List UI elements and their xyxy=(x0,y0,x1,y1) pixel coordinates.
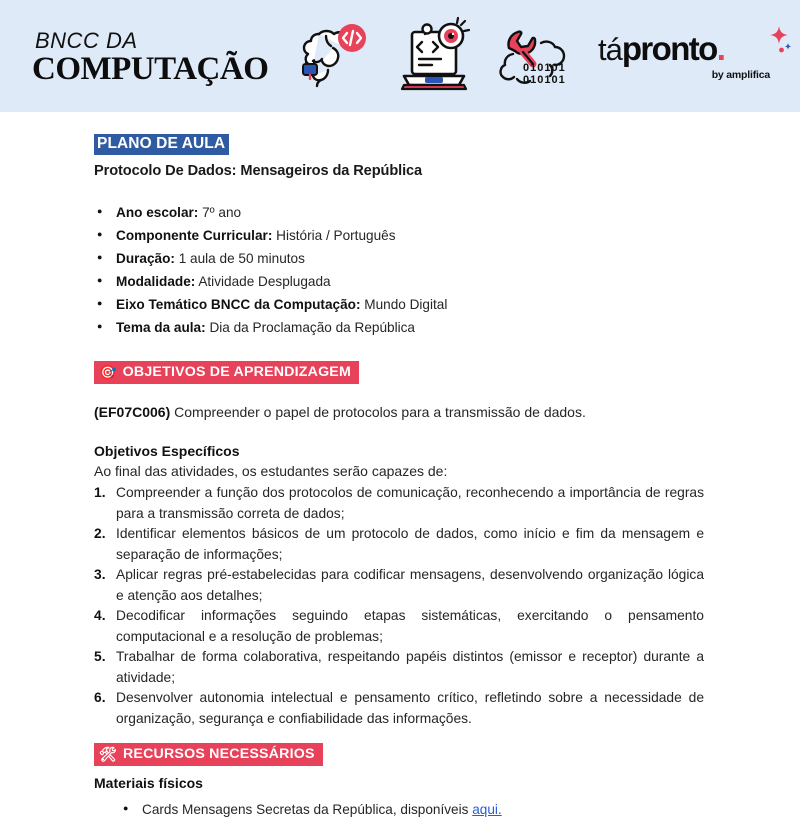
list-item: Identificar elementos básicos de um protocolo de dados, como início e fim da mensagem e separação de informações; xyxy=(116,526,704,562)
meta-label: Ano escolar: xyxy=(116,205,199,220)
hammer-and-wrench-icon: 🛠 xyxy=(99,746,117,762)
tapronto-sub: by amplifica xyxy=(711,69,770,81)
objetivos-section-banner xyxy=(94,361,359,384)
meta-value: 7º ano xyxy=(202,205,242,220)
list-item xyxy=(94,247,704,270)
meta-value: 1 aula de 50 minutos xyxy=(178,251,305,266)
wrench-binary-icon xyxy=(495,18,573,94)
plano-de-aula-label: PLANO DE AULA xyxy=(94,134,229,155)
laptop-eye-code-icon xyxy=(395,18,473,94)
list-item: Trabalhar de forma colaborativa, respeitando papéis distintos (emissor e receptor) durante a atividade; xyxy=(116,649,704,685)
lesson-meta-list xyxy=(94,201,704,339)
meta-value: Atividade Desplugada xyxy=(198,274,331,289)
recursos-banner-label: RECURSOS NECESSÁRIOS xyxy=(122,746,315,762)
svg-text:010101: 010101 xyxy=(523,62,566,74)
meta-value: História / Português xyxy=(276,228,396,243)
meta-value: Mundo Digital xyxy=(364,297,448,312)
objetivos-lead-text: Ao final das atividades, os estudantes serão capazes de: xyxy=(94,463,448,479)
tapronto-bold-word: pronto xyxy=(621,30,717,67)
resource-link-aqui[interactable]: aqui. xyxy=(472,802,502,817)
recursos-section-banner xyxy=(94,743,323,766)
objetivos-banner-label: OBJETIVOS DE APRENDIZAGEM xyxy=(122,364,351,380)
target-icon: 🎯 xyxy=(99,364,117,380)
page-title: Protocolo De Dados: Mensageiros da República xyxy=(94,163,423,179)
svg-text:010101: 010101 xyxy=(523,74,566,86)
bncc-logo-line1: BNCC DA xyxy=(35,28,138,53)
recursos-materiais-list xyxy=(94,798,704,821)
bncc-skill-paragraph xyxy=(94,402,704,423)
tapronto-logo xyxy=(598,32,778,81)
resource-text: Cards Mensagens Secretas da República, disponíveis xyxy=(142,802,473,817)
list-item xyxy=(94,224,704,247)
meta-label: Eixo Temático BNCC da Computação: xyxy=(116,297,361,312)
objetivos-especificos-list xyxy=(94,483,704,729)
list-item: Decodificar informações seguindo etapas sistemáticas, exercitando o pensamento computacional e a resolução de problemas; xyxy=(116,608,704,644)
list-item: Aplicar regras pré-estabelecidas para codificar mensagens, desenvolvendo organização lógica e atenção aos detalhes; xyxy=(116,567,704,603)
meta-label: Duração: xyxy=(116,251,175,266)
list-item xyxy=(94,270,704,293)
page-header xyxy=(0,0,800,112)
bncc-skill-code: (EF07C006) xyxy=(94,404,171,420)
document-body xyxy=(0,112,800,821)
meta-value: Dia da Proclamação da República xyxy=(209,320,415,335)
tapronto-dot: . xyxy=(716,30,726,67)
materiais-fisicos-heading: Materiais físicos xyxy=(94,775,203,791)
header-icon-group xyxy=(295,18,573,94)
list-item xyxy=(120,798,704,821)
sparkle-icon xyxy=(766,26,792,56)
bncc-skill-text: Compreender o papel de protocolos para a transmissão de dados. xyxy=(170,404,586,420)
brain-code-plug-icon xyxy=(295,18,373,94)
tapronto-light-word: tá xyxy=(598,32,622,67)
list-item: Desenvolver autonomia intelectual e pensamento crítico, refletindo sobre a necessidade de organização, segurança e confiabilidade das informações. xyxy=(116,690,704,726)
objetivos-especificos-heading: Objetivos Específicos xyxy=(94,443,240,459)
list-item: Compreender a função dos protocolos de comunicação, reconhecendo a importância de regras para a transmissão correta de dados; xyxy=(116,485,704,521)
meta-label: Modalidade: xyxy=(116,274,196,289)
list-item xyxy=(94,316,704,339)
list-item xyxy=(94,293,704,316)
meta-label: Tema da aula: xyxy=(116,320,206,335)
list-item xyxy=(94,201,704,224)
meta-label: Componente Curricular: xyxy=(116,228,273,243)
bncc-logo-line2: COMPUTAÇÃO xyxy=(32,51,269,87)
bncc-logo xyxy=(32,28,269,87)
